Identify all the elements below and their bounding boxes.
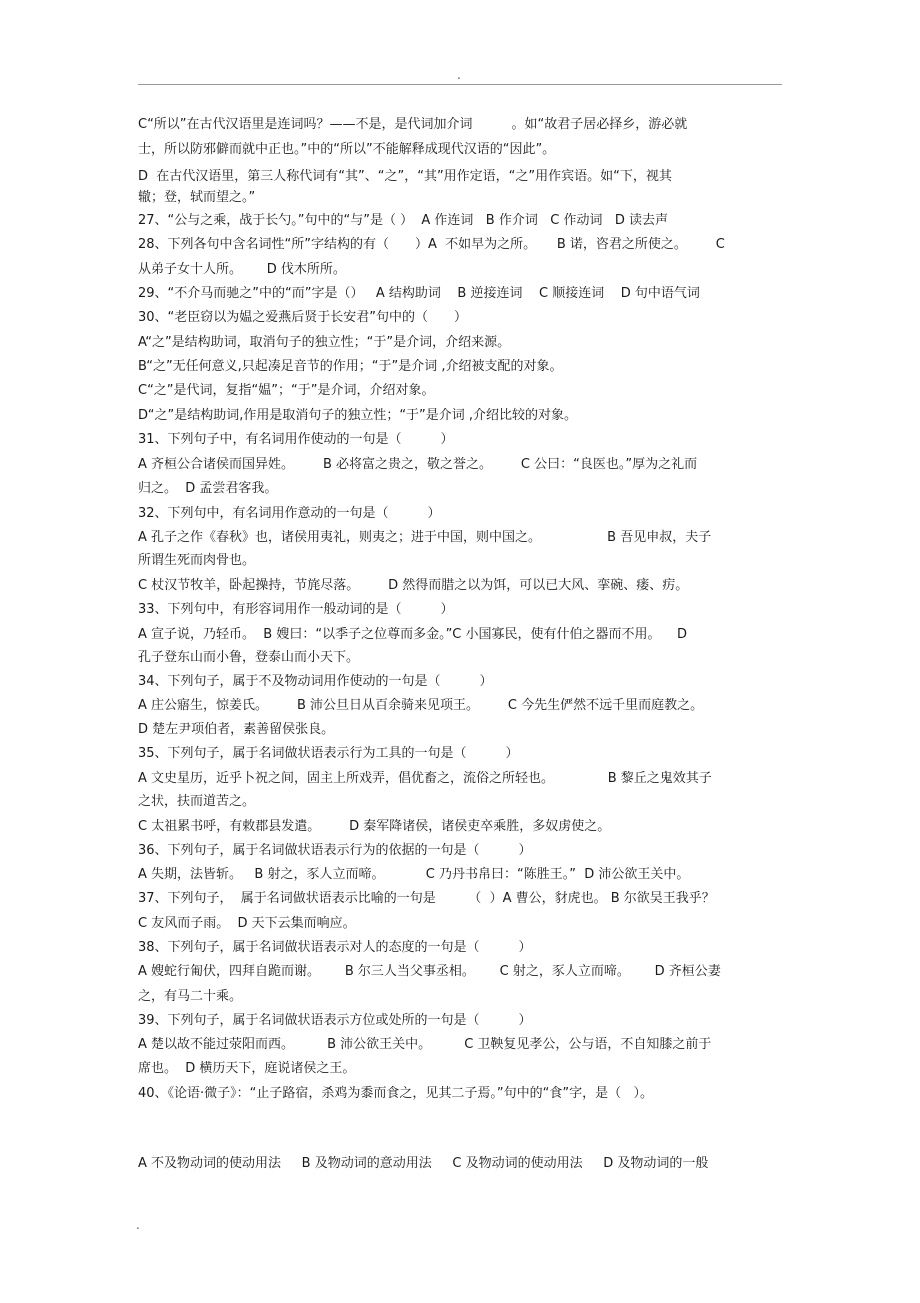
text-line: A 齐桓公合诸侯而国异姓。 B 必将富之贵之，敬之誉之。 C 公曰：“良医也。”厚为之礼而 bbox=[138, 457, 698, 472]
text-line: 归之。 D 孟尝君客我。 bbox=[138, 481, 278, 496]
text-line: A 不及物动词的使动用法 B 及物动词的意动用法 C 及物动词的使动用法 D 及物动词的一般 bbox=[138, 1156, 709, 1171]
text-line: 35、下列句子，属于名词做状语表示行为工具的一句是（ ） bbox=[138, 746, 519, 761]
text-line: A 失期，法皆斩。 B 射之，豕人立而啼。 C 乃丹书帛曰：“陈胜王。” D 沛公欲王关中。 bbox=[138, 867, 690, 882]
text-line: 39、下列句子，属于名词做状语表示方位或处所的一句是（ ） bbox=[138, 1013, 532, 1028]
text-line: 28、下列各句中含名词性“所”字结构的有（ ）A 不如早为之所。 B 诺，咨君之所使之。 C bbox=[138, 237, 725, 252]
text-line: 之状，扶而道苦之。 bbox=[138, 794, 256, 809]
text-line: A“之”是结构助词，取消句子的独立性；“于”是介词，介绍来源。 bbox=[138, 335, 511, 350]
text-line: D 在古代汉语里，第三人称代词有“其”、“之”，“其”用作定语，“之”用作宾语。如“下，视其 bbox=[138, 169, 672, 184]
text-line: 30、“老臣窃以为媪之爱燕后贤于长安君”句中的（ ） bbox=[138, 310, 468, 325]
text-line: 从弟子女十人所。 D 伐木所所。 bbox=[138, 262, 346, 277]
text-line: 40、《论语·微子》：“止子路宿，杀鸡为黍而食之，见其二子焉。”句中的“食”字，是（ ）。 bbox=[138, 1086, 654, 1101]
text-line: 孔子登东山而小鲁，登泰山而小天下。 bbox=[138, 650, 360, 665]
text-line: 士，所以防邪僻而就中正也。”中的“所以”不能解释成现代汉语的“因此”。 bbox=[138, 142, 556, 157]
text-line: A 楚以故不能过荥阳而西。 B 沛公欲王关中。 C 卫鞅复见孝公，公与语，不自知膝之前于 bbox=[138, 1037, 712, 1052]
text-line: C 太祖累书呼，有敕郡县发遣。 D 秦军降诸侯，诸侯吏卒乘胜，多奴虏使之。 bbox=[138, 819, 611, 834]
text-line: 32、下列句中，有名词用作意动的一句是（ ） bbox=[138, 506, 441, 521]
text-line: D“之”是结构助词,作用是取消句子的独立性；“于”是介词 ,介绍比较的对象。 bbox=[138, 408, 578, 423]
text-line: 34、下列句子，属于不及物动词用作使动的一句是（ ） bbox=[138, 674, 493, 689]
text-line: 36、下列句子，属于名词做状语表示行为的依据的一句是（ ） bbox=[138, 843, 532, 858]
text-line: C“之”是代词，复指“媪”；“于”是介词，介绍对象。 bbox=[138, 383, 435, 398]
text-line: B“之”无任何意义,只起凑足音节的作用；“于”是介词 ,介绍被支配的对象。 bbox=[138, 359, 563, 374]
text-line: C 杖汉节牧羊，卧起操持，节旄尽落。 D 然得而腊之以为饵，可以已大风、挛碗、瘘、疠。 bbox=[138, 578, 689, 593]
text-line: 37、下列句子， 属于名词做状语表示比喻的一句是 （ ）A 曹公，豺虎也。 B 尔欲吴王我乎？ bbox=[138, 891, 715, 906]
text-line: 27、“公与之乘，战于长勺。”句中的“与”是（ ） A 作连词 B 作介词 C 作动词 D 读去声 bbox=[138, 213, 668, 228]
footer-mark: . bbox=[136, 1218, 140, 1232]
text-line: 席也。 D 横历天下，庭说诸侯之王。 bbox=[138, 1061, 356, 1076]
text-line: 之，有马二十乘。 bbox=[138, 989, 243, 1004]
text-line: 38、下列句子，属于名词做状语表示对人的态度的一句是（ ） bbox=[138, 940, 532, 955]
header-rule bbox=[138, 84, 782, 85]
text-line: D 楚左尹项伯者，素善留侯张良。 bbox=[138, 722, 335, 737]
text-line: 所谓生死而肉骨也。 bbox=[138, 553, 256, 568]
text-line: A 文史星历，近乎卜祝之间，固主上所戏弄，倡优畜之，流俗之所轻也。 B 黎丘之鬼效其子 bbox=[138, 771, 712, 786]
text-line: 29、“不介马而驰之”中的“而”字是（） A 结构助词 B 逆接连词 C 顺接连词 D 句中语气词 bbox=[138, 286, 700, 301]
text-line: 31、下列句子中，有名词用作使动的一句是（ ） bbox=[138, 432, 454, 447]
text-line: C 友风而子雨。 D 天下云集而响应。 bbox=[138, 916, 356, 931]
text-line: A 孔子之作《春秋》也，诸侯用夷礼，则夷之；进于中国，则中国之。 B 吾见申叔，夫子 bbox=[138, 530, 712, 545]
text-line: 辙；登，轼而望之。” bbox=[138, 190, 256, 205]
text-line: 33、下列句中，有形容词用作一般动词的是（ ） bbox=[138, 602, 454, 617]
header-mark: . bbox=[457, 68, 461, 82]
text-line: A 庄公寤生，惊姜氏。 B 沛公旦日从百余骑来见项王。 C 今先生俨然不远千里而庭教之。 bbox=[138, 698, 704, 713]
text-line: A 宣子说，乃轻币。 B 嫂曰：“以季子之位尊而多金。”C 小国寡民，使有什伯之器而不用。 D bbox=[138, 627, 688, 642]
text-line: A 嫂蛇行匍伏，四拜自跪而谢。 B 尔三人当父事丞相。 C 射之，豕人立而啼。 D 齐桓公妻 bbox=[138, 964, 721, 979]
text-line: C“所以”在古代汉语里是连词吗？——不是，是代词加介词 。如“故君子居必择乡，游必就 bbox=[138, 117, 688, 132]
